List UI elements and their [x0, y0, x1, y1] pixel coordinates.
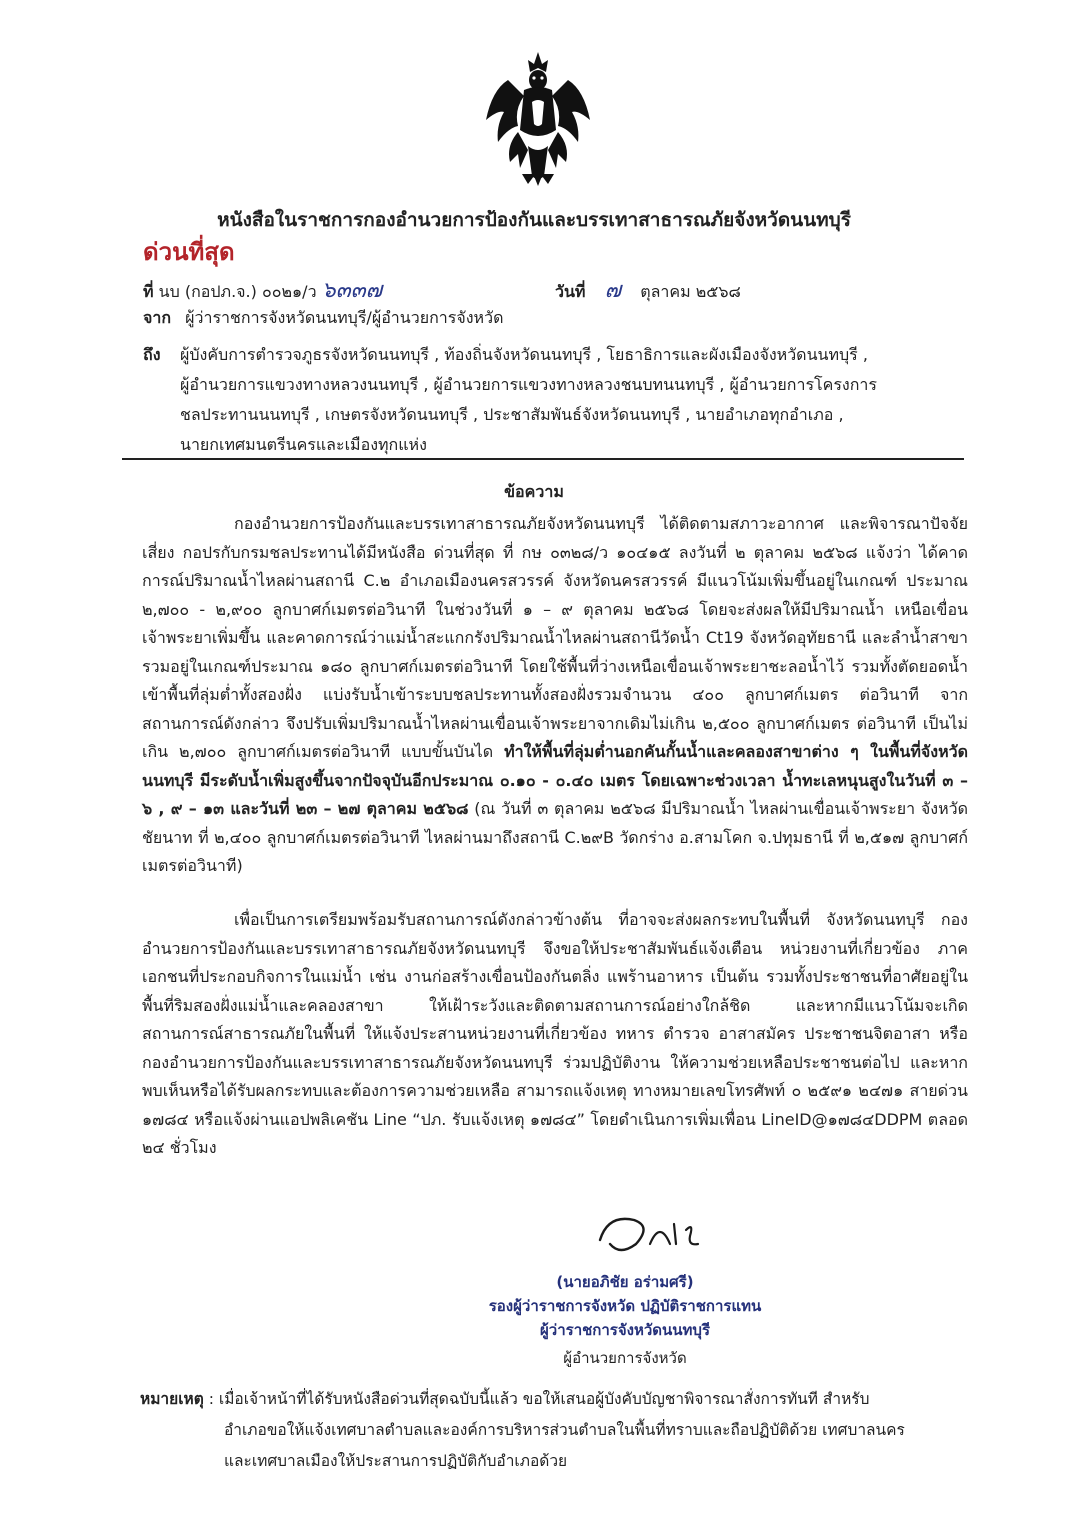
to-line: ผู้บังคับการตำรวจภูธรจังหวัดนนทบุรี , ท้องถิ่นจังหวัดนนทบุรี , โยธาธิการและผังเมืองจังหวัดนนทบุรี ,	[180, 345, 868, 364]
from-label: จาก	[143, 308, 172, 327]
date-day: ๗	[604, 278, 622, 303]
to-label-wrap	[143, 340, 161, 370]
signatory-block	[460, 1270, 790, 1370]
to-line: นายกเทศมนตรีนครและเมืองทุกแห่ง	[180, 435, 427, 454]
paragraph1-text: กองอำนวยการป้องกันและบรรเทาสาธารณภัยจังหวัดนนทบุรี ได้ติดตามสภาวะอากาศ และพิจารณาปัจจัยเสี่ยง กอปรกับกรมชลประทานได้มีหนังสือ ด่วนที่สุด ที่ กษ ๐๓๒๘/ว ๑๐๔๑๕ ลงวันที่ ๒ ตุลาคม ๒๕๖๘ แจ้งว่า ได้คาดการณ์ปริมาณน้ำไหลผ่านสถานี C.๒ อำเภอเมืองนครสวรรค์ จังหวัดนครสวรรค์ มีแนวโน้มเพิ่มขึ้นอยู่ในเกณฑ์ ประมาณ ๒,๗๐๐ - ๒,๙๐๐ ลูกบาศก์เมตรต่อวินาที ในช่วงวันที่ ๑ – ๙ ตุลาคม ๒๕๖๘ โดยจะส่งผลให้มีปริมาณน้ำ เหนือเขื่อนเจ้าพระยาเพิ่มขึ้น และคาดการณ์ว่าแม่น้ำสะแกกรังปริมาณน้ำไหลผ่านสถานีวัดน้ำ Ct19 จังหวัดอุทัยธานี และลำน้ำสาขา รวมอยู่ในเกณฑ์ประมาณ ๑๘๐ ลูกบาศก์เมตรต่อวินาที โดยใช้พื้นที่ว่างเหนือเขื่อนเจ้าพระยาชะลอน้ำไว้ รวมทั้งตัดยอดน้ำเข้าพื้นที่ลุ่มต่ำทั้งสองฝั่ง แบ่งรับน้ำเข้าระบบชลประทานทั้งสองฝั่งรวมจำนวน ๔๐๐ ลูกบาศก์เมตร ต่อวินาที จากสถานการณ์ดังกล่าว จึงปรับเพิ่มปริมาณน้ำไหลผ่านเขื่อนเจ้าพระยาจากเดิมไม่เกิน ๒,๕๐๐ ลูกบาศก์เมตร ต่อวินาที เป็นไม่เกิน ๒,๗๐๐ ลูกบาศก์เมตรต่อวินาที แบบขั้นบันได	[142, 514, 969, 761]
note-label: หมายเหตุ	[140, 1390, 204, 1408]
remark-note	[140, 1384, 970, 1477]
signatory-position-1: รองผู้ว่าราชการจังหวัด ปฏิบัติราชการแทน	[488, 1297, 762, 1315]
date-row	[555, 272, 741, 307]
ref-label: ที่	[143, 282, 154, 301]
signatory-name: (นายอภิชัย อร่ามศรี)	[556, 1273, 694, 1291]
ref-number: นบ (กอปภ.จ.) ๐๐๒๑/ว	[158, 282, 317, 301]
body-paragraph-1	[142, 510, 968, 881]
date-label: วันที่	[555, 282, 586, 301]
to-line: ผู้อำนวยการแขวงทางหลวงนนทบุรี , ผู้อำนวยการแขวงทางหลวงชนบทนนทบุรี , ผู้อำนวยการโครงการ	[180, 375, 877, 394]
section-heading: ข้อความ	[504, 482, 564, 501]
handwritten-signature-icon	[590, 1200, 720, 1260]
header-divider	[122, 458, 964, 460]
note-line-2: อำเภอขอให้แจ้งเทศบาลตำบลและองค์การบริหารส่วนตำบลในพื้นที่ทราบและถือปฏิบัติด้วย เทศบาลนคร	[224, 1421, 905, 1439]
paragraph2-text: เพื่อเป็นการเตรียมพร้อมรับสถานการณ์ดังกล่าวข้างต้น ที่อาจจะส่งผลกระทบในพื้นที่ จังหวัดนนทบุรี กองอำนวยการป้องกันและบรรเทาสาธารณภัยจังหวัดนนทบุรี จึงขอให้ประชาสัมพันธ์แจ้งเตือน หน่วยงานที่เกี่ยวข้อง ภาคเอกชนที่ประกอบกิจการในแม่น้ำ เช่น งานก่อสร้างเขื่อนป้องกันตลิ่ง แพร้านอาหาร เป็นต้น รวมทั้งประชาชนที่อาศัยอยู่ในพื้นที่ริมสองฝั่งแม่น้ำและคลองสาขา ให้เฝ้าระวังและติดตามสถานการณ์อย่างใกล้ชิด และหากมีแนวโน้มจะเกิดสถานการณ์สาธารณภัยในพื้นที่ ให้แจ้งประสานหน่วยงานที่เกี่ยวข้อง ทหาร ตำรวจ อาสาสมัคร ประชาชนจิตอาสา หรือกองอำนวยการป้องกันและบรรเทาสาธารณภัยจังหวัดนนทบุรี ร่วมปฏิบัติงาน ให้ความช่วยเหลือประชาชนต่อไป และหากพบเห็นหรือได้รับผลกระทบและต้องการความช่วยเหลือ สามารถแจ้งเหตุ ทางหมายเลขโทรศัพท์ ๐ ๒๕๙๑ ๒๔๗๑ สายด่วน ๑๗๘๔ หรือแจ้งผ่านแอปพลิเคชัน Line “ปภ. รับแจ้งเหตุ ๑๗๘๔” โดยดำเนินการเพิ่มเพื่อน LineID@๑๗๘๔DDPM ตลอด ๒๔ ชั่วโมง	[142, 910, 968, 1157]
to-recipients	[180, 340, 970, 460]
garuda-emblem-icon	[478, 50, 598, 190]
from-value: ผู้ว่าราชการจังหวัดนนทบุรี/ผู้อำนวยการจังหวัด	[185, 308, 504, 327]
note-line-1: : เมื่อเจ้าหน้าที่ได้รับหนังสือด่วนที่สุดฉบับนี้แล้ว ขอให้เสนอผู้บังคับบัญชาพิจารณาสั่งการทันที สำหรับ	[208, 1390, 870, 1408]
to-label: ถึง	[143, 345, 161, 364]
paragraph1-tail: (ณ วันที่ ๓ ตุลาคม ๒๕๖๘ มีปริมาณน้ำ ไหลผ่านเขื่อนเจ้าพระยา จังหวัดชัยนาท ที่ ๒,๔๐๐ ลูกบาศก์เมตรต่อวินาที ไหลผ่านมาถึงสถานี C.๒๙B วัดกร่าง อ.สามโคก จ.ปทุมธานี ที่ ๒,๕๑๗ ลูกบาศก์เมตรต่อวินาที)	[142, 799, 968, 875]
ref-handwritten-number: ๖๓๓๗	[321, 278, 383, 303]
body-paragraph-2	[142, 906, 968, 1163]
note-line-3: และเทศบาลเมืองให้ประสานการปฏิบัติกับอำเภอด้วย	[224, 1452, 568, 1470]
signatory-position-3: ผู้อำนวยการจังหวัด	[563, 1349, 687, 1367]
to-line: ชลประทานนนทบุรี , เกษตรจังหวัดนนทบุรี , ประชาสัมพันธ์จังหวัดนนทบุรี , นายอำเภอทุกอำเภอ ,	[180, 405, 844, 424]
date-month-year: ตุลาคม ๒๕๖๘	[640, 282, 741, 301]
letter-title: หนังสือในราชการกองอำนวยการป้องกันและบรรเทาสาธารณภัยจังหวัดนนทบุรี	[217, 209, 851, 231]
from-row	[143, 306, 503, 331]
signatory-position-2: ผู้ว่าราชการจังหวัดนนทบุรี	[540, 1321, 710, 1339]
reference-row	[143, 272, 382, 307]
paragraph1-emphasis: ทำให้พื้นที่ลุ่มต่ำนอกคันกั้นน้ำและคลองสาขาต่าง ๆ ในพื้นที่จังหวัดนนทบุรี มีระดับน้ำเพิ่มสูงขึ้นจากปัจจุบันอีกประมาณ ๐.๑๐ - ๐.๔๐ เมตร โดยเฉพาะช่วงเวลา น้ำทะเลหนุนสูงในวันที่ ๓ – ๖ , ๙ – ๑๓ และวันที่ ๒๓ – ๒๗ ตุลาคม ๒๕๖๘	[142, 742, 969, 818]
urgency-label: ด่วนที่สุด	[143, 237, 235, 266]
